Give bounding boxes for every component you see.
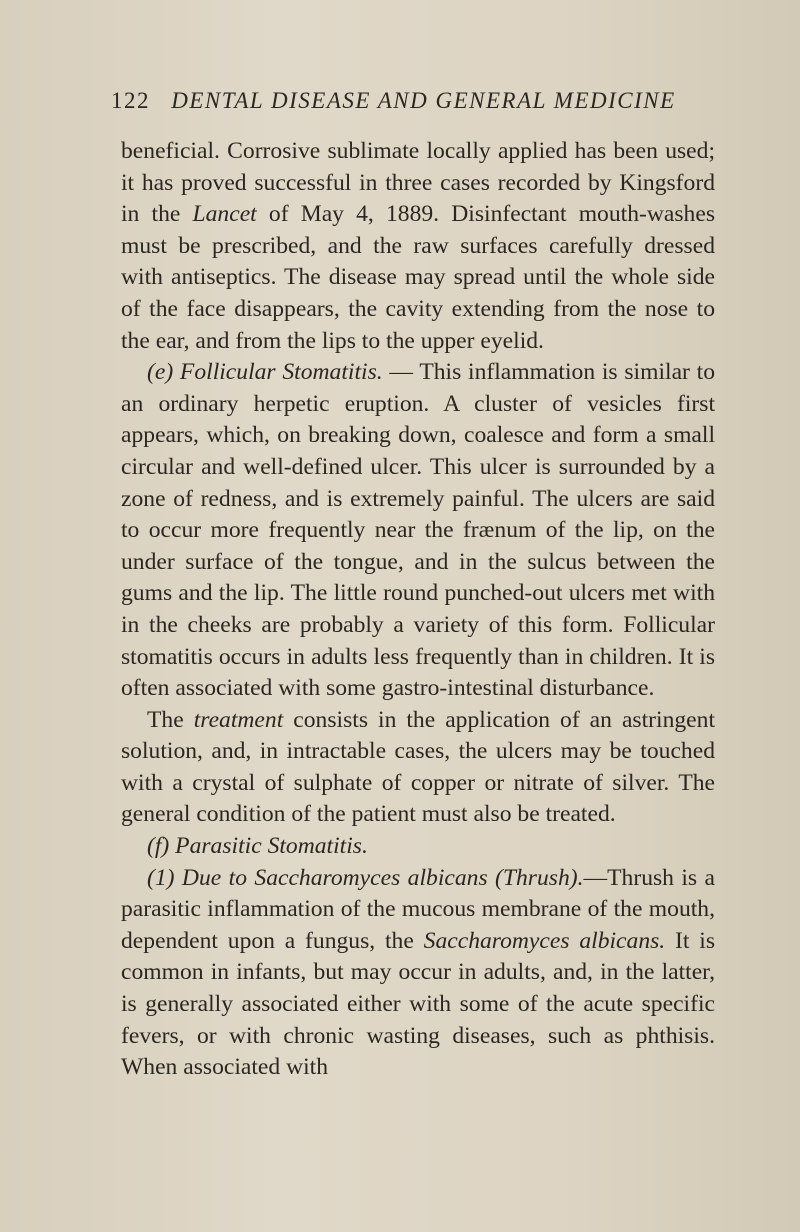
- section-heading: (1) Due to Saccharomyces albicans (Thrush).: [147, 864, 584, 891]
- body-text: [121, 136, 715, 1084]
- paragraph-text: consists in the application of an astringent solution, and, in intractable cases, the ulcers may be touched with a crystal of sulphate of copper or nitrate of silver. The general condition of the patient must also be treated.: [121, 706, 715, 828]
- paragraph-text: The: [147, 706, 184, 733]
- species-name: Saccharomyces albicans.: [423, 927, 666, 954]
- paragraph-text: beneficial. Corrosive sublimate locally applied has been used; it has proved successful in three cases recorded by Kingsford in the: [121, 138, 715, 228]
- section-heading: (f) Parasitic Stomatitis.: [147, 833, 368, 860]
- paragraph-follicular-stomatitis: [121, 357, 715, 705]
- paragraph-text: —Thrush is a parasitic inflammation of the mucous membrane of the mouth, dependent upon a fungus, the: [121, 864, 715, 954]
- emphasis-treatment: treatment: [193, 706, 284, 733]
- page-number: 122: [111, 88, 150, 113]
- paragraph-text: of May 4, 1889. Disinfectant mouth-washes must be prescribed, and the raw surfaces carefully dressed with antiseptics. The disease may spread until the whole side of the face disappears, the cavity extending from the nose to the ear, and from the lips to the upper eyelid.: [121, 201, 716, 354]
- section-heading: (e) Follicular Stomatitis.: [147, 359, 383, 386]
- running-title: DENTAL DISEASE AND GENERAL MEDICINE: [171, 88, 676, 113]
- paragraph-parasitic-heading: [121, 831, 715, 863]
- journal-name: Lancet: [192, 201, 257, 228]
- paragraph-text: It is common in infants, but may occur in adults, and, in the latter, is generally associated either with some of the acute specific fevers, or with chronic wasting diseases, such as phthisis. When associated with: [121, 927, 715, 1081]
- page-header: [111, 88, 676, 114]
- paragraph-thrush: [121, 863, 715, 1084]
- paragraph-text: — This inflammation is similar to an ordinary herpetic eruption. A cluster of vesicles first appears, which, on breaking down, coalesce and form a small circular and well-defined ulcer. This ulcer is surrounded by a zone of redness, and is extremely painful. The ulcers are said to occur more frequently near the frænum of the lip, on the under surface of the tongue, and in the sulcus between the gums and the lip. The little round punched-out ulcers met with in the cheeks are probably a variety of this form. Follicular stomatitis occurs in adults less frequently than in children. It is often associated with some gastro-intestinal disturbance.: [121, 359, 715, 702]
- paragraph-treatment: [121, 705, 715, 831]
- paragraph-gangrenous-treatment: [121, 136, 715, 357]
